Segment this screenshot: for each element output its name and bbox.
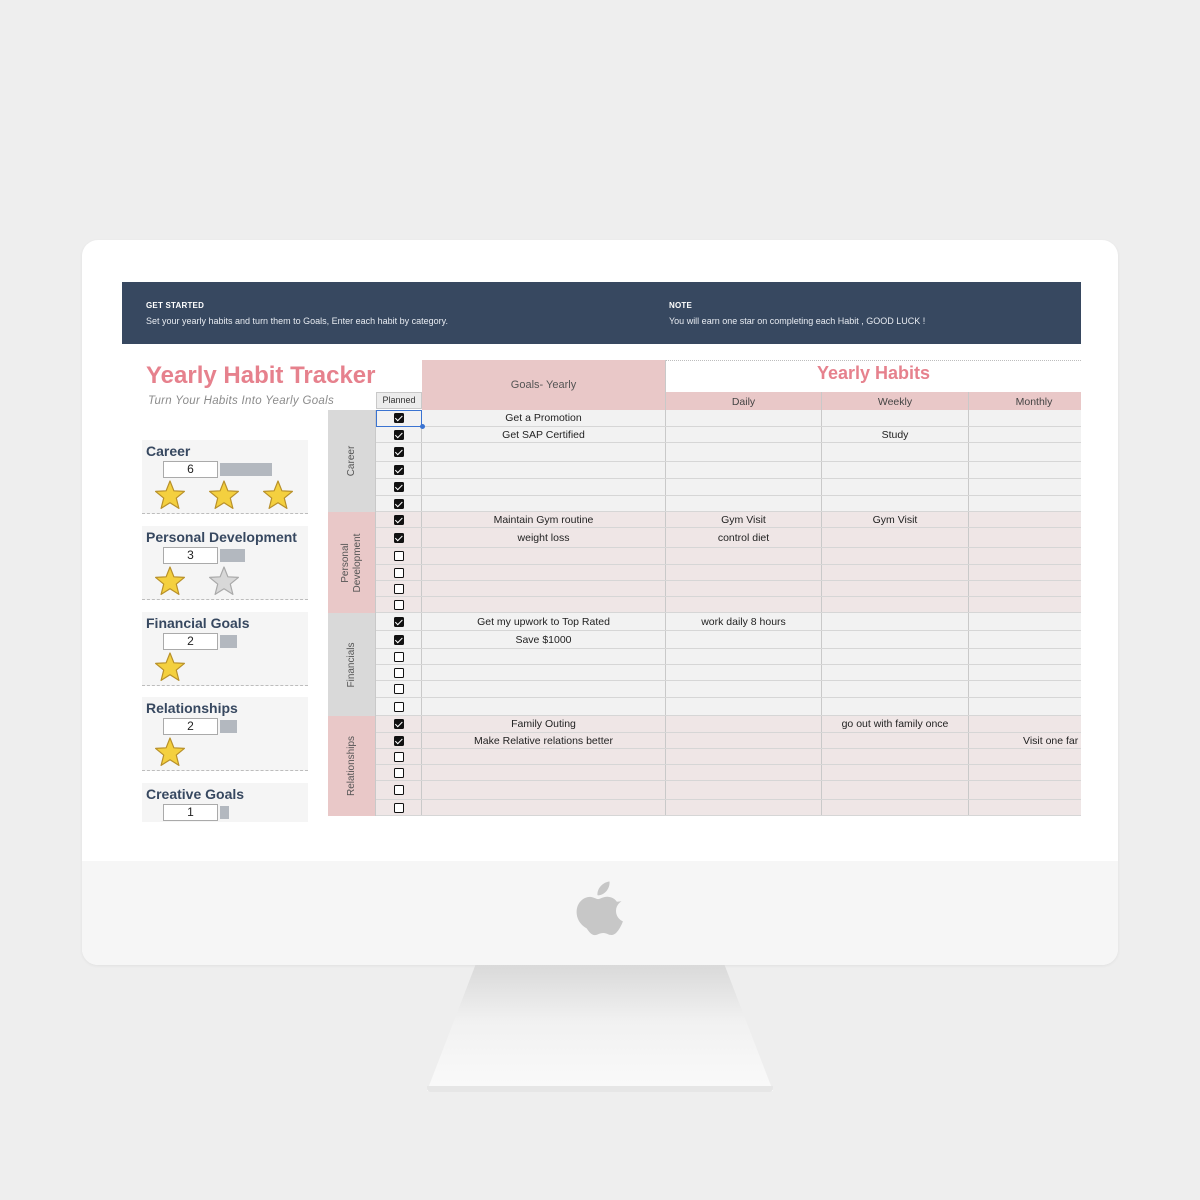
planned-cell[interactable] <box>376 781 422 799</box>
monthly-habit-cell[interactable]: Visit one far <box>1023 734 1079 747</box>
category-name: Personal Development <box>146 529 297 545</box>
monthly-habit-cell[interactable] <box>969 781 1081 799</box>
habit-row <box>376 800 1081 816</box>
monthly-habit-cell[interactable] <box>969 800 1081 815</box>
monitor <box>82 240 1118 965</box>
planned-cell[interactable] <box>376 716 422 732</box>
weekly-habit-cell[interactable]: go out with family once <box>822 716 969 732</box>
habit-row <box>376 698 1081 716</box>
habit-grid <box>122 282 1081 822</box>
category-label-text: Relationships <box>345 735 357 797</box>
planned-checkbox[interactable] <box>394 785 404 795</box>
tracker-title: Yearly Habit Tracker <box>146 362 376 389</box>
weekly-habit-cell[interactable] <box>822 749 969 764</box>
planned-cell[interactable] <box>376 528 422 547</box>
planned-checkbox[interactable] <box>394 430 404 440</box>
monthly-habit-cell[interactable] <box>969 698 1081 715</box>
habit-row <box>376 749 1081 765</box>
daily-habit-cell[interactable] <box>666 427 822 442</box>
monthly-header[interactable]: Monthly <box>969 392 1081 410</box>
spreadsheet-screen <box>122 282 1081 822</box>
category-label-text: Personal Development <box>339 533 363 592</box>
habit-count-field[interactable]: 2 <box>163 718 218 735</box>
planned-checkbox[interactable] <box>394 668 404 678</box>
daily-habit-cell[interactable] <box>666 681 822 697</box>
planned-cell[interactable] <box>376 548 422 564</box>
daily-habit-cell[interactable] <box>666 716 822 732</box>
habit-row <box>376 565 1081 581</box>
daily-habit-cell[interactable] <box>666 581 822 596</box>
planned-checkbox[interactable] <box>394 584 404 594</box>
yearly-habits-header[interactable]: Yearly Habits <box>666 360 1081 392</box>
goal-cell[interactable] <box>422 649 666 664</box>
habit-count-field[interactable]: 6 <box>163 461 218 478</box>
category-label-1 <box>328 512 376 613</box>
monthly-habit-cell[interactable] <box>969 479 1081 495</box>
category-name: Financial Goals <box>146 615 250 631</box>
daily-habit-cell[interactable] <box>666 781 822 799</box>
goals-yearly-header[interactable]: Goals- Yearly <box>422 360 666 410</box>
habit-row <box>376 548 1081 565</box>
planned-checkbox[interactable] <box>394 482 404 492</box>
tracker-subtitle: Turn Your Habits Into Yearly Goals <box>148 395 334 407</box>
category-label-2 <box>328 613 376 716</box>
weekly-habit-cell[interactable]: Gym Visit <box>822 512 969 527</box>
planned-cell[interactable] <box>376 581 422 596</box>
daily-habit-cell[interactable] <box>666 733 822 748</box>
weekly-habit-cell[interactable] <box>822 410 969 426</box>
note-text: You will earn one star on completing each Habit , GOOD LUCK ! <box>669 316 926 326</box>
goal-cell[interactable]: Save $1000 <box>422 631 666 648</box>
monthly-habit-cell[interactable] <box>969 597 1081 612</box>
weekly-habit-cell[interactable] <box>822 733 969 748</box>
habit-row <box>376 781 1081 800</box>
weekly-habit-cell[interactable] <box>822 698 969 715</box>
planned-cell[interactable] <box>376 597 422 612</box>
habit-row <box>376 427 1081 443</box>
monthly-habit-cell[interactable] <box>969 443 1081 461</box>
daily-habit-cell[interactable] <box>666 597 822 612</box>
daily-habit-cell[interactable] <box>666 749 822 764</box>
planned-cell[interactable] <box>376 631 422 648</box>
goal-cell[interactable] <box>422 681 666 697</box>
category-label-0 <box>328 410 376 512</box>
planned-cell[interactable] <box>376 565 422 580</box>
daily-habit-cell[interactable] <box>666 765 822 780</box>
daily-habit-cell[interactable] <box>666 698 822 715</box>
note-heading: NOTE <box>669 301 693 310</box>
planned-cell[interactable] <box>376 733 422 748</box>
habit-row <box>376 613 1081 631</box>
planned-checkbox[interactable] <box>394 617 404 627</box>
monitor-stand-base <box>427 1086 773 1092</box>
planned-checkbox[interactable] <box>394 768 404 778</box>
daily-habit-cell[interactable]: Gym Visit <box>666 512 822 527</box>
category-label-text: Career <box>345 445 357 477</box>
habit-row <box>376 681 1081 698</box>
daily-habit-cell[interactable] <box>666 565 822 580</box>
planned-cell[interactable] <box>376 649 422 664</box>
weekly-habit-cell[interactable] <box>822 681 969 697</box>
planned-checkbox[interactable] <box>394 499 404 509</box>
planned-checkbox[interactable] <box>394 568 404 578</box>
goal-cell[interactable] <box>422 781 666 799</box>
planned-checkbox[interactable] <box>394 684 404 694</box>
monthly-habit-cell[interactable] <box>969 565 1081 580</box>
monthly-habit-cell[interactable] <box>969 548 1081 564</box>
weekly-habit-cell[interactable] <box>822 649 969 664</box>
planned-checkbox[interactable] <box>394 719 404 729</box>
daily-habit-cell[interactable] <box>666 631 822 648</box>
daily-habit-cell[interactable] <box>666 800 822 815</box>
goal-cell[interactable]: weight loss <box>422 528 666 547</box>
planned-checkbox[interactable] <box>394 515 404 525</box>
habit-row <box>376 462 1081 479</box>
daily-habit-cell[interactable] <box>666 479 822 495</box>
get-started-heading: GET STARTED <box>146 301 205 310</box>
weekly-habit-cell[interactable] <box>822 496 969 511</box>
planned-cell[interactable] <box>376 698 422 715</box>
habit-row <box>376 649 1081 665</box>
goal-cell[interactable] <box>422 496 666 511</box>
category-name: Creative Goals <box>146 786 245 802</box>
planned-checkbox[interactable] <box>394 551 404 561</box>
planned-cell[interactable] <box>376 765 422 780</box>
planned-cell[interactable] <box>376 443 422 461</box>
weekly-habit-cell[interactable] <box>822 443 969 461</box>
get-started-text: Set your yearly habits and turn them to Goals, Enter each habit by category. <box>146 316 448 326</box>
weekly-habit-cell[interactable] <box>822 565 969 580</box>
daily-habit-cell[interactable] <box>666 410 822 426</box>
goal-cell[interactable] <box>422 548 666 564</box>
monthly-habit-cell[interactable] <box>969 512 1081 527</box>
goal-cell[interactable] <box>422 443 666 461</box>
goal-cell[interactable]: Family Outing <box>422 716 666 732</box>
goal-cell[interactable]: Maintain Gym routine <box>422 512 666 527</box>
monthly-habit-cell[interactable] <box>969 716 1081 732</box>
planned-checkbox[interactable] <box>394 652 404 662</box>
goal-cell[interactable] <box>422 800 666 815</box>
habit-row <box>376 733 1081 749</box>
goal-cell[interactable] <box>422 765 666 780</box>
goal-cell[interactable]: Make Relative relations better <box>422 733 666 748</box>
monthly-habit-cell[interactable] <box>969 765 1081 780</box>
daily-habit-cell[interactable] <box>666 649 822 664</box>
weekly-habit-cell[interactable] <box>822 581 969 596</box>
habit-row <box>376 716 1081 733</box>
weekly-habit-cell[interactable] <box>822 597 969 612</box>
planned-header[interactable]: Planned <box>376 392 422 409</box>
daily-header[interactable]: Daily <box>666 392 822 410</box>
daily-habit-cell[interactable] <box>666 443 822 461</box>
category-name: Relationships <box>146 700 238 716</box>
weekly-habit-cell[interactable]: Study <box>822 427 969 442</box>
planned-cell[interactable] <box>376 512 422 527</box>
planned-checkbox[interactable] <box>394 803 404 813</box>
goal-cell[interactable]: Get a Promotion <box>422 410 666 426</box>
planned-checkbox[interactable] <box>394 752 404 762</box>
weekly-habit-cell[interactable] <box>822 613 969 630</box>
habit-row <box>376 479 1081 496</box>
weekly-habit-cell[interactable] <box>822 462 969 478</box>
daily-habit-cell[interactable] <box>666 496 822 511</box>
planned-checkbox[interactable] <box>394 533 404 543</box>
goal-cell[interactable] <box>422 749 666 764</box>
habit-count-field[interactable]: 2 <box>163 633 218 650</box>
monthly-habit-cell[interactable] <box>969 749 1081 764</box>
planned-checkbox[interactable] <box>394 600 404 610</box>
habit-count-field[interactable]: 3 <box>163 547 218 564</box>
habit-row <box>376 597 1081 613</box>
monthly-habit-cell[interactable] <box>969 462 1081 478</box>
habit-row <box>376 512 1081 528</box>
weekly-header[interactable]: Weekly <box>822 392 969 410</box>
fill-handle[interactable] <box>420 424 425 429</box>
monthly-habit-cell[interactable] <box>969 528 1081 547</box>
planned-checkbox[interactable] <box>394 635 404 645</box>
active-cell-selection[interactable] <box>376 410 422 427</box>
planned-cell[interactable] <box>376 427 422 442</box>
weekly-habit-cell[interactable] <box>822 765 969 780</box>
planned-cell[interactable] <box>376 613 422 630</box>
monitor-stand <box>427 965 773 1091</box>
habit-count-field[interactable]: 1 <box>163 804 218 821</box>
weekly-habit-cell[interactable] <box>822 631 969 648</box>
planned-cell[interactable] <box>376 462 422 478</box>
monthly-habit-cell[interactable] <box>969 581 1081 596</box>
habit-row <box>376 631 1081 649</box>
monitor-chin <box>82 861 1118 965</box>
goal-cell[interactable] <box>422 698 666 715</box>
goal-cell[interactable] <box>422 462 666 478</box>
daily-habit-cell[interactable]: work daily 8 hours <box>666 613 822 630</box>
daily-habit-cell[interactable]: control diet <box>666 528 822 547</box>
category-name: Career <box>146 443 191 459</box>
daily-habit-cell[interactable] <box>666 462 822 478</box>
planned-checkbox[interactable] <box>394 736 404 746</box>
goal-cell[interactable] <box>422 597 666 612</box>
weekly-habit-cell[interactable] <box>822 528 969 547</box>
planned-cell[interactable] <box>376 496 422 511</box>
habit-row <box>376 410 1081 427</box>
daily-habit-cell[interactable] <box>666 665 822 680</box>
goal-cell[interactable] <box>422 665 666 680</box>
habit-row <box>376 765 1081 781</box>
apple-logo-icon <box>576 881 624 939</box>
planned-checkbox[interactable] <box>394 465 404 475</box>
planned-checkbox[interactable] <box>394 447 404 457</box>
habit-row <box>376 443 1081 462</box>
monthly-habit-cell[interactable] <box>969 631 1081 648</box>
weekly-habit-cell[interactable] <box>822 665 969 680</box>
goal-cell[interactable] <box>422 479 666 495</box>
monthly-habit-cell[interactable] <box>969 681 1081 697</box>
goal-cell[interactable]: Get SAP Certified <box>422 427 666 442</box>
monthly-habit-cell[interactable] <box>969 665 1081 680</box>
category-label-3 <box>328 716 376 816</box>
weekly-habit-cell[interactable] <box>822 548 969 564</box>
planned-cell[interactable] <box>376 479 422 495</box>
monthly-habit-cell[interactable] <box>969 427 1081 442</box>
goal-cell[interactable]: Get my upwork to Top Rated <box>422 613 666 630</box>
weekly-habit-cell[interactable] <box>822 479 969 495</box>
weekly-habit-cell[interactable] <box>822 800 969 815</box>
planned-cell[interactable] <box>376 665 422 680</box>
goal-cell[interactable] <box>422 581 666 596</box>
habit-row <box>376 496 1081 512</box>
daily-habit-cell[interactable] <box>666 548 822 564</box>
planned-cell[interactable] <box>376 800 422 815</box>
monthly-habit-cell[interactable] <box>969 410 1081 426</box>
habit-row <box>376 665 1081 681</box>
monthly-habit-cell[interactable] <box>969 496 1081 511</box>
habit-row <box>376 581 1081 597</box>
planned-checkbox[interactable] <box>394 702 404 712</box>
weekly-habit-cell[interactable] <box>822 781 969 799</box>
planned-cell[interactable] <box>376 749 422 764</box>
category-label-text: Financials <box>345 641 357 688</box>
monthly-habit-cell[interactable] <box>969 649 1081 664</box>
goal-cell[interactable] <box>422 565 666 580</box>
planned-cell[interactable] <box>376 681 422 697</box>
monthly-habit-cell[interactable] <box>969 613 1081 630</box>
habit-row <box>376 528 1081 548</box>
